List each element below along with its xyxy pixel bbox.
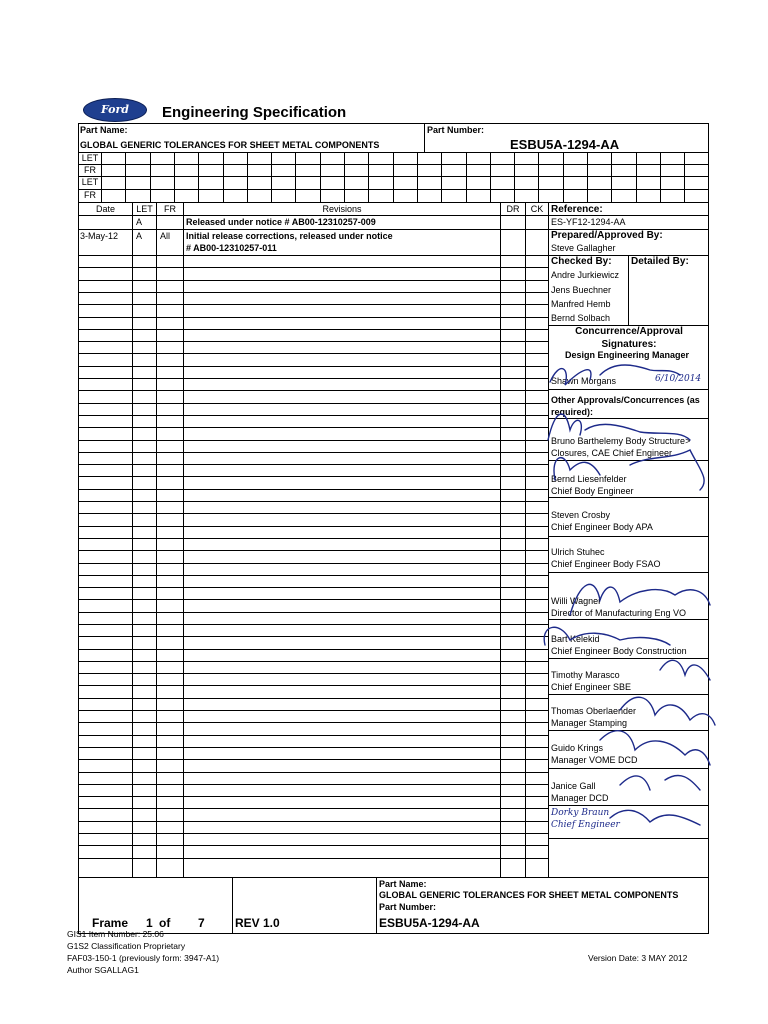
signature-approver-0 <box>548 414 690 440</box>
checker-name: Andre Jurkiewicz <box>551 270 620 280</box>
grid-line <box>223 152 224 202</box>
grid-line <box>78 575 548 576</box>
rev-row-text-cont: # AB00-12310257-011 <box>186 243 277 253</box>
approver-role: Manager VOME DCD <box>551 755 638 765</box>
part-number-label: Part Number: <box>427 125 485 135</box>
grid-line <box>78 858 548 859</box>
prepared-value: Steve Gallagher <box>551 243 616 253</box>
grid-line <box>563 152 564 202</box>
gis1-item-number: GIS1 Item Number: 25.06 <box>67 929 164 939</box>
grid-line <box>78 784 548 785</box>
grid-line <box>636 152 637 202</box>
design-manager-label: Design Engineering Manager <box>565 350 690 360</box>
design-manager-date: 6/10/2014 <box>655 374 702 384</box>
footer-part-name-label: Part Name: <box>379 879 427 889</box>
concurrence-label: Concurrence/Approval Signatures: <box>575 326 683 350</box>
grid-line <box>78 229 548 230</box>
grid-line <box>78 267 548 268</box>
grid-line <box>78 292 548 293</box>
signature-approver-7 <box>620 697 715 725</box>
document-title: Engineering Specification <box>162 104 347 121</box>
grid-line <box>78 808 548 809</box>
approver-name: Bart Kelekid <box>551 634 600 644</box>
grid-line <box>611 152 612 202</box>
approver-name: Janice Gall <box>551 781 596 791</box>
approver-role: Chief Engineer Body Construction <box>551 646 687 656</box>
other-approvals-label: Other Approvals/Concurrences (as required): <box>551 395 700 417</box>
reference-label: Reference: <box>551 204 603 215</box>
stack-label: FR <box>84 190 96 200</box>
grid-line <box>78 685 548 686</box>
page-number: 1 <box>146 916 153 930</box>
stack-label: LET <box>81 177 99 187</box>
approver-role: Chief Engineer SBE <box>551 682 632 692</box>
approver-role: Chief Body Engineer <box>551 486 634 496</box>
approver-name: Thomas Oberlaender <box>551 706 637 716</box>
part-name-value: GLOBAL GENERIC TOLERANCES FOR SHEET METAL COMPONENTS <box>80 140 380 150</box>
grid-line <box>78 329 548 330</box>
stack-label: LET <box>81 153 99 163</box>
grid-line <box>78 440 548 441</box>
grid-line <box>78 202 709 203</box>
signature-design-manager <box>550 365 680 385</box>
grid-line <box>78 255 548 256</box>
rev-row-let: A <box>136 231 143 241</box>
grid-line <box>78 202 79 877</box>
grid-line <box>525 202 526 877</box>
gis2-classification: G1S2 Classification Proprietary <box>67 941 186 951</box>
grid-line <box>78 563 548 564</box>
grid-line <box>514 152 515 202</box>
grid-line <box>78 353 548 354</box>
signature-approver-1 <box>554 450 704 490</box>
grid-line <box>78 550 548 551</box>
page-total: 7 <box>198 916 205 930</box>
signature-approver-8 <box>600 731 710 765</box>
reference-value: ES-YF12-1294-AA <box>551 217 626 227</box>
grid-line <box>78 476 548 477</box>
rev-row-text: Initial release corrections, released under notice <box>186 231 393 241</box>
grid-line <box>78 513 548 514</box>
signature-approver-9 <box>620 775 700 790</box>
version-date: Version Date: 3 MAY 2012 <box>588 953 688 963</box>
grid-line <box>78 341 548 342</box>
col-header-fr: FR <box>164 204 176 214</box>
rev-row-fr: All <box>160 231 171 241</box>
grid-line <box>78 501 548 502</box>
grid-line <box>78 612 548 613</box>
grid-line <box>344 152 345 202</box>
grid-line <box>78 317 548 318</box>
grid-line <box>441 152 442 202</box>
grid-line <box>78 538 548 539</box>
grid-line <box>78 526 548 527</box>
grid-line <box>78 636 548 637</box>
part-name-label: Part Name: <box>80 125 128 135</box>
grid-line <box>78 304 548 305</box>
checker-name: Jens Buechner <box>551 285 612 295</box>
grid-line <box>490 152 491 202</box>
grid-line <box>78 427 548 428</box>
approver-name: Guido Krings <box>551 743 604 753</box>
grid-line <box>78 759 548 760</box>
approver-name: Timothy Marasco <box>551 670 620 680</box>
grid-line <box>78 390 548 391</box>
part-number-value: ESBU5A-1294-AA <box>510 137 620 152</box>
design-manager-name: Shawn Morgans <box>551 376 617 386</box>
grid-line <box>78 280 548 281</box>
grid-line <box>538 152 539 202</box>
signature-approver-10 <box>610 810 700 825</box>
of-label: of <box>159 916 171 930</box>
col-header-ck: CK <box>530 204 544 214</box>
grid-line <box>295 152 296 202</box>
approver-name: Dorky Braun <box>551 808 610 818</box>
ford-logo: Ford <box>83 98 147 122</box>
approver-role: Director of Manufacturing Eng VO <box>551 608 687 618</box>
rev-row-let: A <box>136 217 143 227</box>
stack-label: FR <box>84 165 96 175</box>
grid-line <box>183 202 184 877</box>
prepared-label: Prepared/Approved By: <box>551 230 663 241</box>
grid-line <box>684 152 685 202</box>
grid-line <box>320 152 321 202</box>
faf-form-number: FAF03-150-1 (previously form: 3947-A1) <box>67 953 220 963</box>
grid-line <box>125 152 126 202</box>
frame-label: Frame <box>92 916 129 930</box>
grid-line <box>156 202 157 877</box>
grid-line <box>628 255 629 325</box>
approver-role: Chief Engineer Body APA <box>551 522 653 532</box>
grid-line <box>78 747 548 748</box>
grid-line <box>78 464 548 465</box>
col-header-revisions: Revisions <box>322 204 362 214</box>
grid-line <box>587 152 588 202</box>
approver-role: Manager Stamping <box>551 718 628 728</box>
grid-line <box>78 661 548 662</box>
checker-name: Bernd Solbach <box>551 313 611 323</box>
checker-name: Manfred Hemb <box>551 299 611 309</box>
signatures-overlay <box>540 340 720 840</box>
grid-line <box>198 152 199 202</box>
approver-role: Chief Engineer <box>551 820 620 830</box>
signature-approver-4 <box>570 584 710 615</box>
grid-line <box>466 152 467 202</box>
grid-line <box>78 599 548 600</box>
grid-line <box>417 152 418 202</box>
grid-line <box>150 152 151 202</box>
footer-part-number-value: ESBU5A-1294-AA <box>379 916 480 930</box>
grid-line <box>78 649 548 650</box>
footer-part-name-value: GLOBAL GENERIC TOLERANCES FOR SHEET METAL COMPONENTS <box>379 890 679 900</box>
grid-line <box>500 202 501 877</box>
revision-label: REV 1.0 <box>235 916 280 930</box>
grid-line <box>78 833 548 834</box>
author: Author SGALLAG1 <box>67 965 139 975</box>
col-header-dr: DR <box>506 204 520 214</box>
grid-line <box>368 152 369 202</box>
grid-line <box>78 366 548 367</box>
grid-line <box>101 152 102 202</box>
grid-line <box>174 152 175 202</box>
grid-line <box>78 845 548 846</box>
approver-name: Willi Wagner <box>551 596 602 606</box>
grid-line <box>78 772 548 773</box>
grid-line <box>78 215 548 216</box>
rev-row-text: Released under notice # AB00-12310257-009 <box>186 217 376 227</box>
grid-line <box>78 735 548 736</box>
approver-name: Bernd Liesenfelder <box>551 474 627 484</box>
grid-line <box>660 152 661 202</box>
grid-line <box>78 710 548 711</box>
grid-line <box>78 415 548 416</box>
signature-approver-6 <box>660 660 710 680</box>
grid-line <box>78 796 548 797</box>
grid-line <box>271 152 272 202</box>
grid-line <box>132 202 133 877</box>
approver-name: Steven Crosby <box>551 510 611 520</box>
grid-line <box>78 624 548 625</box>
grid-line <box>78 698 548 699</box>
grid-line <box>78 722 548 723</box>
approver-role: Chief Engineer Body FSAO <box>551 559 661 569</box>
detailed-label: Detailed By: <box>631 256 689 267</box>
checked-label: Checked By: <box>551 256 612 267</box>
grid-line <box>78 403 548 404</box>
grid-line <box>78 673 548 674</box>
grid-line <box>78 489 548 490</box>
footer-part-number-label: Part Number: <box>379 902 437 912</box>
grid-line <box>548 215 708 216</box>
approver-name: Ulrich Stuhec <box>551 547 605 557</box>
rev-row-date: 3-May-12 <box>80 231 119 241</box>
approver-role: Manager DCD <box>551 793 609 803</box>
approver-name: Bruno Barthelemy Body Structure> <box>551 436 691 446</box>
approver-role: Closures, CAE Chief Engineer <box>551 448 673 458</box>
grid-line <box>78 821 548 822</box>
grid-line <box>78 587 548 588</box>
grid-line <box>78 378 548 379</box>
col-header-let: LET <box>136 204 153 214</box>
grid-line <box>78 452 548 453</box>
grid-line <box>247 152 248 202</box>
col-header-date: Date <box>95 204 115 214</box>
grid-line <box>393 152 394 202</box>
signature-approver-5 <box>544 627 670 645</box>
